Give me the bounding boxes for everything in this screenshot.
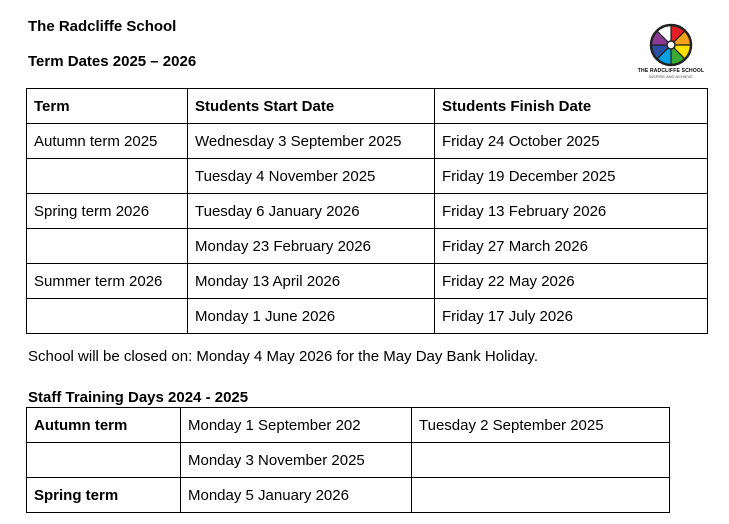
- finish-date-cell: Friday 17 July 2026: [435, 299, 708, 334]
- start-date-cell: Monday 1 June 2026: [188, 299, 435, 334]
- term-dates-title: Term Dates 2025 – 2026: [28, 53, 197, 70]
- table-row: [27, 443, 670, 478]
- table-row: [27, 478, 670, 513]
- table-header-row: [27, 89, 708, 124]
- term-cell: [27, 299, 188, 334]
- table-row: [27, 229, 708, 264]
- start-date-cell: Monday 23 February 2026: [188, 229, 435, 264]
- logo-school-name: THE RADCLIFFE SCHOOL: [637, 68, 705, 74]
- finish-date-cell: Friday 22 May 2026: [435, 264, 708, 299]
- term-cell: Spring term 2026: [27, 194, 188, 229]
- term-dates-table: [26, 88, 708, 334]
- crest-hub: [667, 41, 675, 49]
- training-term-cell: Spring term: [27, 478, 181, 513]
- finish-date-cell: Friday 13 February 2026: [435, 194, 708, 229]
- training-date-cell: Monday 3 November 2025: [181, 443, 412, 478]
- start-date-cell: Wednesday 3 September 2025: [188, 124, 435, 159]
- logo-tagline: INSPIRE AND ACHIEVE: [649, 74, 693, 79]
- table-row: [27, 264, 708, 299]
- header-finish-date: Students Finish Date: [435, 89, 708, 124]
- start-date-cell: Tuesday 6 January 2026: [188, 194, 435, 229]
- start-date-cell: Tuesday 4 November 2025: [188, 159, 435, 194]
- table-row: [27, 124, 708, 159]
- training-term-cell: [27, 443, 181, 478]
- school-closed-note: School will be closed on: Monday 4 May 2026 for the May Day Bank Holiday.: [28, 348, 538, 365]
- table-row: [27, 299, 708, 334]
- training-term-cell: Autumn term: [27, 408, 181, 443]
- finish-date-cell: Friday 27 March 2026: [435, 229, 708, 264]
- term-cell: Summer term 2026: [27, 264, 188, 299]
- finish-date-cell: Friday 24 October 2025: [435, 124, 708, 159]
- header-term: Term: [27, 89, 188, 124]
- term-cell: [27, 159, 188, 194]
- header-start-date: Students Start Date: [188, 89, 435, 124]
- training-date-cell: [412, 478, 670, 513]
- school-logo: [636, 22, 706, 88]
- staff-training-title: Staff Training Days 2024 - 2025: [28, 389, 249, 406]
- table-row: [27, 408, 670, 443]
- finish-date-cell: Friday 19 December 2025: [435, 159, 708, 194]
- training-date-cell: Tuesday 2 September 2025: [412, 408, 670, 443]
- training-date-cell: Monday 1 September 202: [181, 408, 412, 443]
- term-cell: [27, 229, 188, 264]
- start-date-cell: Monday 13 April 2026: [188, 264, 435, 299]
- school-crest-icon: [648, 22, 694, 68]
- table-row: [27, 159, 708, 194]
- training-date-cell: [412, 443, 670, 478]
- staff-training-table: [26, 407, 670, 513]
- term-cell: Autumn term 2025: [27, 124, 188, 159]
- training-date-cell: Monday 5 January 2026: [181, 478, 412, 513]
- school-name: The Radcliffe School: [28, 18, 177, 35]
- table-row: [27, 194, 708, 229]
